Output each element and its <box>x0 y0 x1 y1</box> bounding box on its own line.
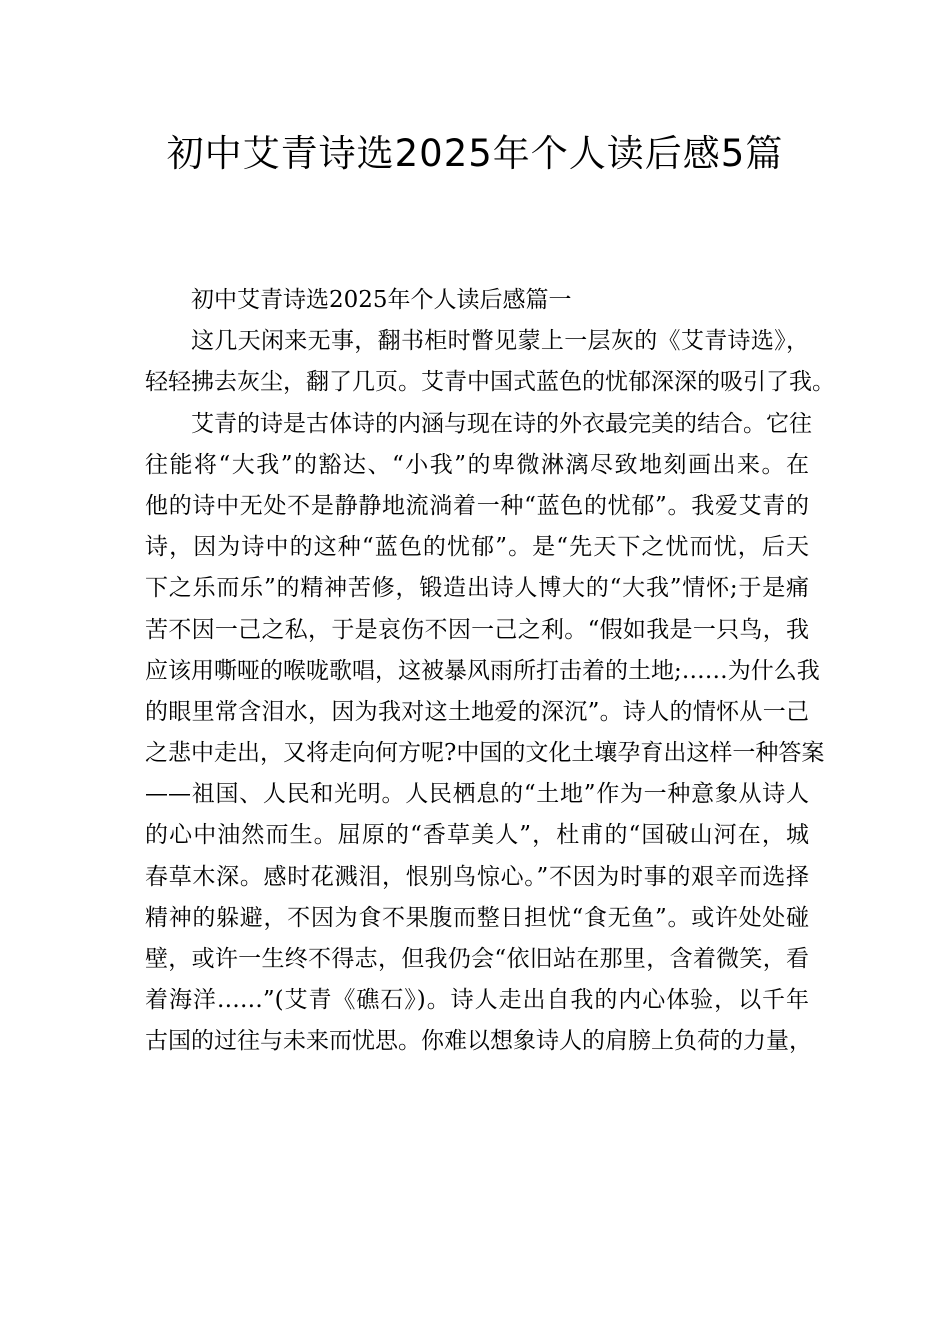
document-body <box>145 280 835 1063</box>
paragraph-line: 之悲中走出，又将走向何方呢?中国的文化土壤孕育出这样一种答案 <box>145 740 825 767</box>
paragraph-line: 苦不因一己之私，于是哀伤不因一己之利。“假如我是一只鸟，我 <box>145 616 809 643</box>
paragraph-line: 往能将“大我”的豁达、“小我”的卑微淋漓尽致地刻画出来。在 <box>145 451 809 478</box>
paragraph-line: 诗，因为诗中的这种“蓝色的忧郁”。是“先天下之忧而忧，后天 <box>145 534 809 561</box>
paragraph-line: 应该用嘶哑的喉咙歌唱，这被暴风雨所打击着的土地;……为什么我 <box>145 657 820 684</box>
document-title: 初中艾青诗选2025年个人读后感5篇 <box>166 132 784 175</box>
paragraph-line: 下之乐而乐”的精神苦修，锻造出诗人博大的“大我”情怀;于是痛 <box>145 575 809 602</box>
paragraph-line: 春草木深。感时花溅泪，恨别鸟惊心。”不因为时事的艰辛而选择 <box>145 863 809 890</box>
paragraph-line: 的心中油然而生。屈原的“香草美人”，杜甫的“国破山河在，城 <box>145 822 809 849</box>
paragraph-line: 古国的过往与未来而忧思。你难以想象诗人的肩膀上负荷的力量， <box>145 1028 812 1055</box>
paragraph-line: 他的诗中无处不是静静地流淌着一种“蓝色的忧郁”。我爱艾青的 <box>145 492 809 519</box>
paragraph-line: 这几天闲来无事，翻书柜时瞥见蒙上一层灰的《艾青诗选》， <box>191 328 809 355</box>
paragraph-line: 着海洋……”(艾青《礁石》)。诗人走出自我的内心体验，以千年 <box>145 987 809 1014</box>
section-heading: 初中艾青诗选2025年个人读后感篇一 <box>191 287 572 313</box>
paragraph-line: 艾青的诗是古体诗的内涵与现在诗的外衣最完美的结合。它往 <box>191 410 812 437</box>
paragraph-line: ——祖国、人民和光明。人民栖息的“土地”作为一种意象从诗人 <box>145 781 809 808</box>
paragraph-line: 精神的躲避，不因为食不果腹而整日担忧“食无鱼”。或许处处碰 <box>145 904 809 931</box>
paragraph-line: 壁，或许一生终不得志，但我仍会“依旧站在那里，含着微笑，看 <box>145 946 809 972</box>
paragraph-line: 轻轻拂去灰尘，翻了几页。艾青中国式蓝色的忧郁深深的吸引了我。 <box>145 369 835 396</box>
paragraph-line: 的眼里常含泪水，因为我对这土地爱的深沉”。诗人的情怀从一己 <box>145 698 809 725</box>
